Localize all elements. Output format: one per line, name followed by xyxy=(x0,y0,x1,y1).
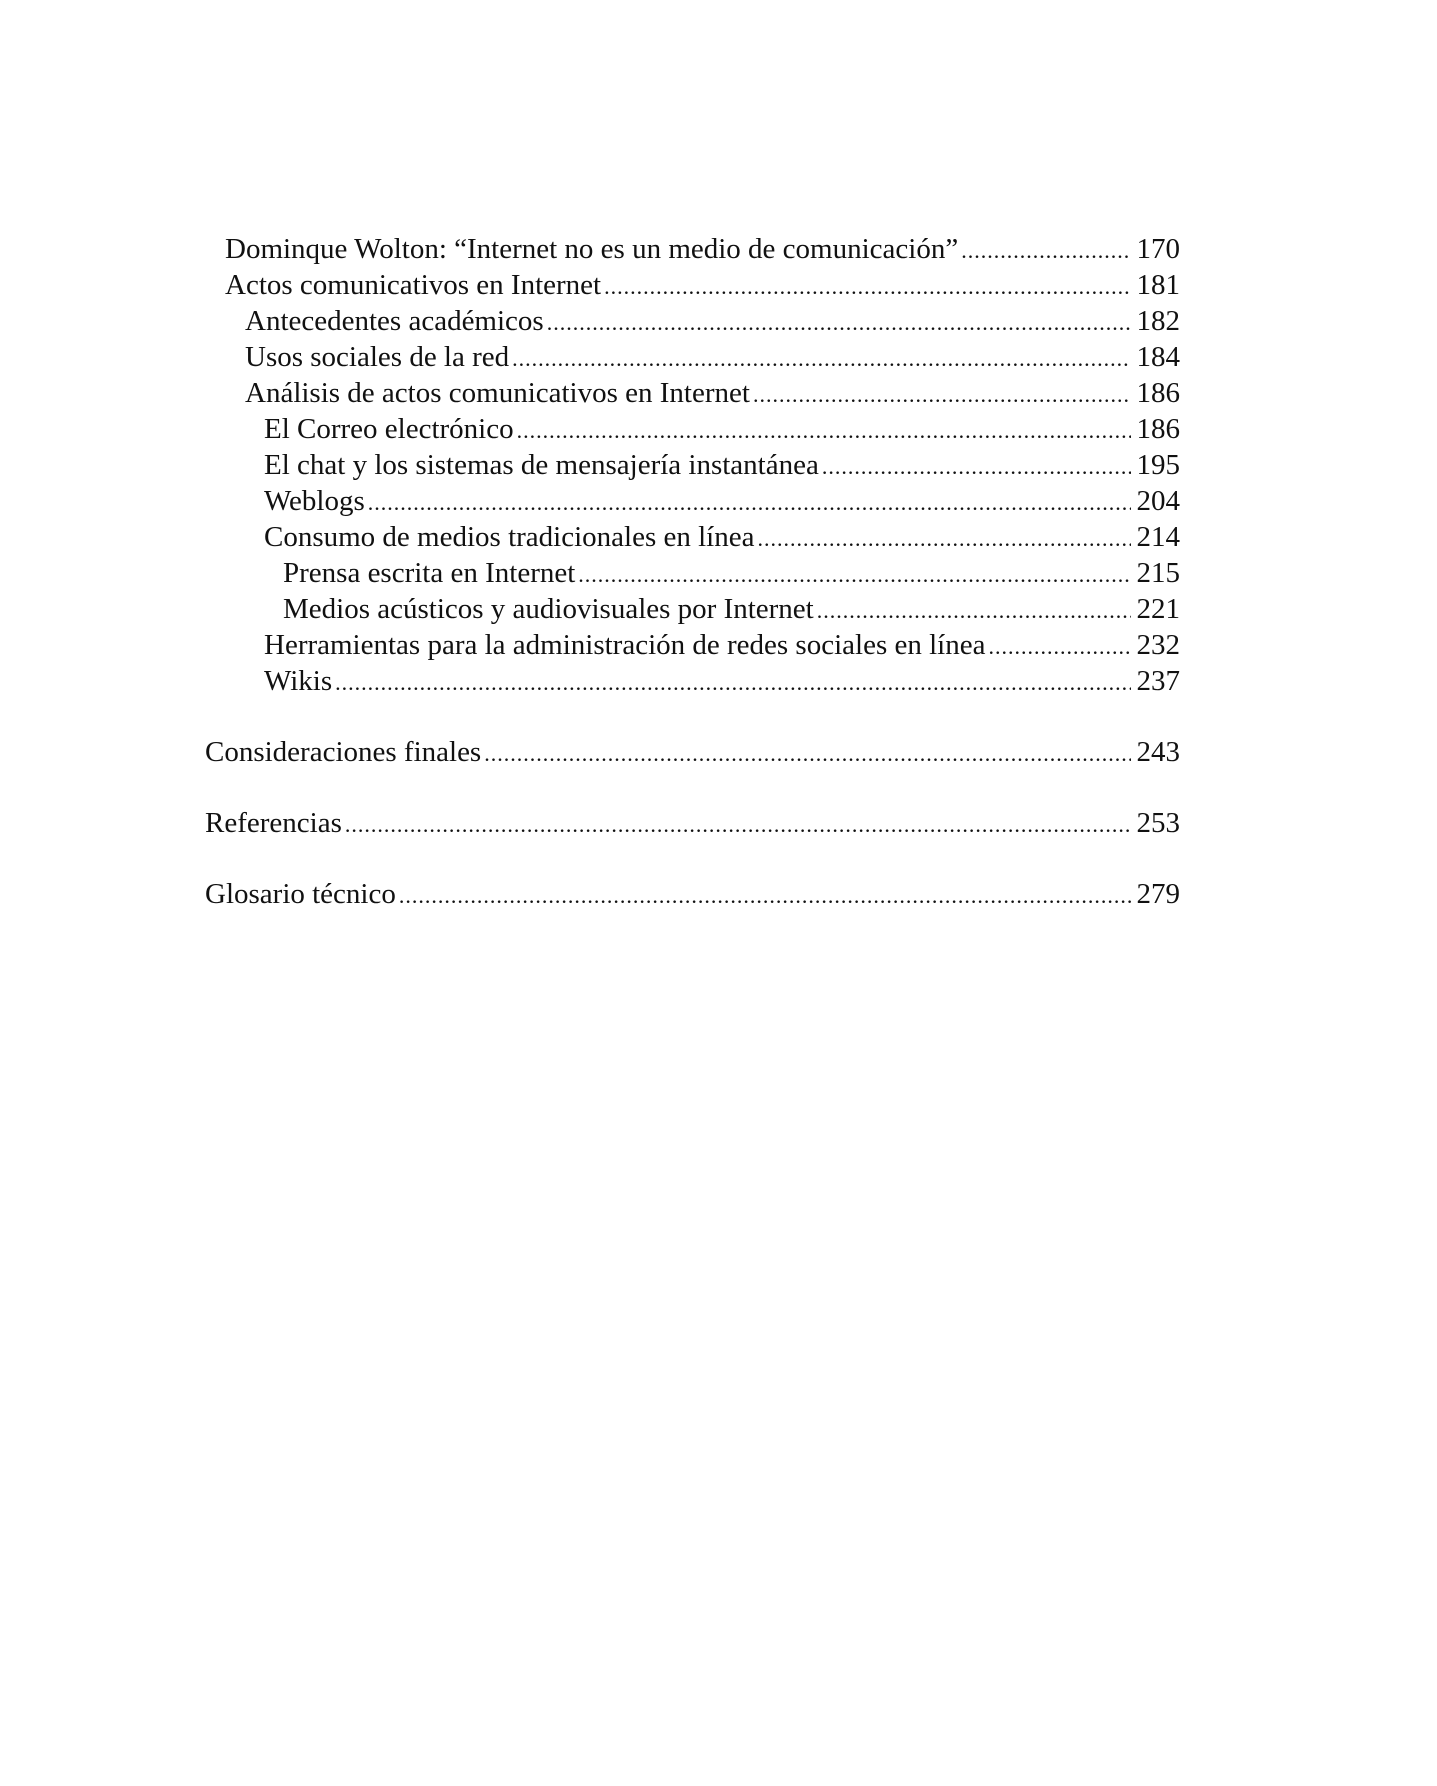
toc-entry xyxy=(245,303,1180,339)
toc-entry xyxy=(205,805,1180,841)
toc-entry-title: Glosario técnico xyxy=(205,878,396,910)
toc-entry-title: Consumo de medios tradicionales en línea xyxy=(264,521,755,553)
toc-entry-page: 182 xyxy=(1136,305,1180,337)
toc-entry-page: 186 xyxy=(1136,413,1180,445)
toc-entry-page: 237 xyxy=(1136,665,1180,697)
toc-entry-page: 184 xyxy=(1136,341,1180,373)
toc-entry-page: 214 xyxy=(1136,521,1180,553)
toc-entry xyxy=(283,555,1180,591)
toc-dot-leader xyxy=(578,557,1130,591)
toc-dot-leader xyxy=(345,807,1131,841)
toc-entry xyxy=(264,627,1180,663)
toc-entry xyxy=(245,375,1180,411)
toc-entry xyxy=(264,411,1180,447)
toc-dot-leader xyxy=(817,593,1131,627)
toc-entry xyxy=(225,231,1180,267)
toc-dot-leader xyxy=(988,629,1130,663)
toc-entry-page: 279 xyxy=(1136,878,1180,910)
toc-dot-leader xyxy=(368,485,1131,519)
toc-dot-leader xyxy=(517,413,1131,447)
toc-entry-title: Prensa escrita en Internet xyxy=(283,557,576,589)
toc-entry-title: Análisis de actos comunicativos en Internet xyxy=(245,377,750,409)
toc-entry-title: El Correo electrónico xyxy=(264,413,514,445)
toc-entry xyxy=(225,267,1180,303)
toc-dot-leader xyxy=(822,449,1131,483)
toc-dot-leader xyxy=(484,736,1130,770)
toc-entry xyxy=(205,876,1180,912)
toc-entry xyxy=(245,339,1180,375)
toc-dot-leader xyxy=(757,521,1130,555)
toc-entry xyxy=(205,734,1180,770)
toc-entry-page: 221 xyxy=(1136,593,1180,625)
toc-entry-title: Herramientas para la administración de redes sociales en línea xyxy=(264,629,986,661)
toc-entry-page: 253 xyxy=(1136,807,1180,839)
toc-entry xyxy=(264,447,1180,483)
toc-dot-leader xyxy=(604,269,1130,303)
toc-dot-leader xyxy=(512,341,1130,375)
toc-entry-title: El chat y los sistemas de mensajería instantánea xyxy=(264,449,819,481)
toc-dot-leader xyxy=(753,377,1131,411)
toc-entry-title: Wikis xyxy=(264,665,333,697)
toc-entry-title: Actos comunicativos en Internet xyxy=(225,269,602,301)
toc-entry-title: Antecedentes académicos xyxy=(245,305,544,337)
toc-entry xyxy=(264,519,1180,555)
toc-entry-page: 181 xyxy=(1136,269,1180,301)
toc-entry-title: Consideraciones finales xyxy=(205,736,482,768)
toc-entry-title: Referencias xyxy=(205,807,342,839)
toc-entry-page: 215 xyxy=(1136,557,1180,589)
toc-dot-leader xyxy=(399,878,1131,912)
toc-entry-title: Weblogs xyxy=(264,485,365,517)
toc-entry-page: 170 xyxy=(1136,233,1180,265)
toc-entry xyxy=(264,663,1180,699)
toc-entry-title: Medios acústicos y audiovisuales por Internet xyxy=(283,593,814,625)
toc-dot-leader xyxy=(335,665,1130,699)
toc-entry-title: Usos sociales de la red xyxy=(245,341,510,373)
toc-dot-leader xyxy=(961,233,1130,267)
toc-entry-page: 195 xyxy=(1136,449,1180,481)
toc-entry xyxy=(264,483,1180,519)
toc-entry-page: 243 xyxy=(1136,736,1180,768)
toc-entry-page: 186 xyxy=(1136,377,1180,409)
toc-entry-page: 204 xyxy=(1136,485,1180,517)
toc-entry xyxy=(283,591,1180,627)
toc-entry-page: 232 xyxy=(1136,629,1180,661)
toc-dot-leader xyxy=(547,305,1131,339)
toc-entry-title: Dominque Wolton: “Internet no es un medio de comunicación” xyxy=(225,233,959,265)
